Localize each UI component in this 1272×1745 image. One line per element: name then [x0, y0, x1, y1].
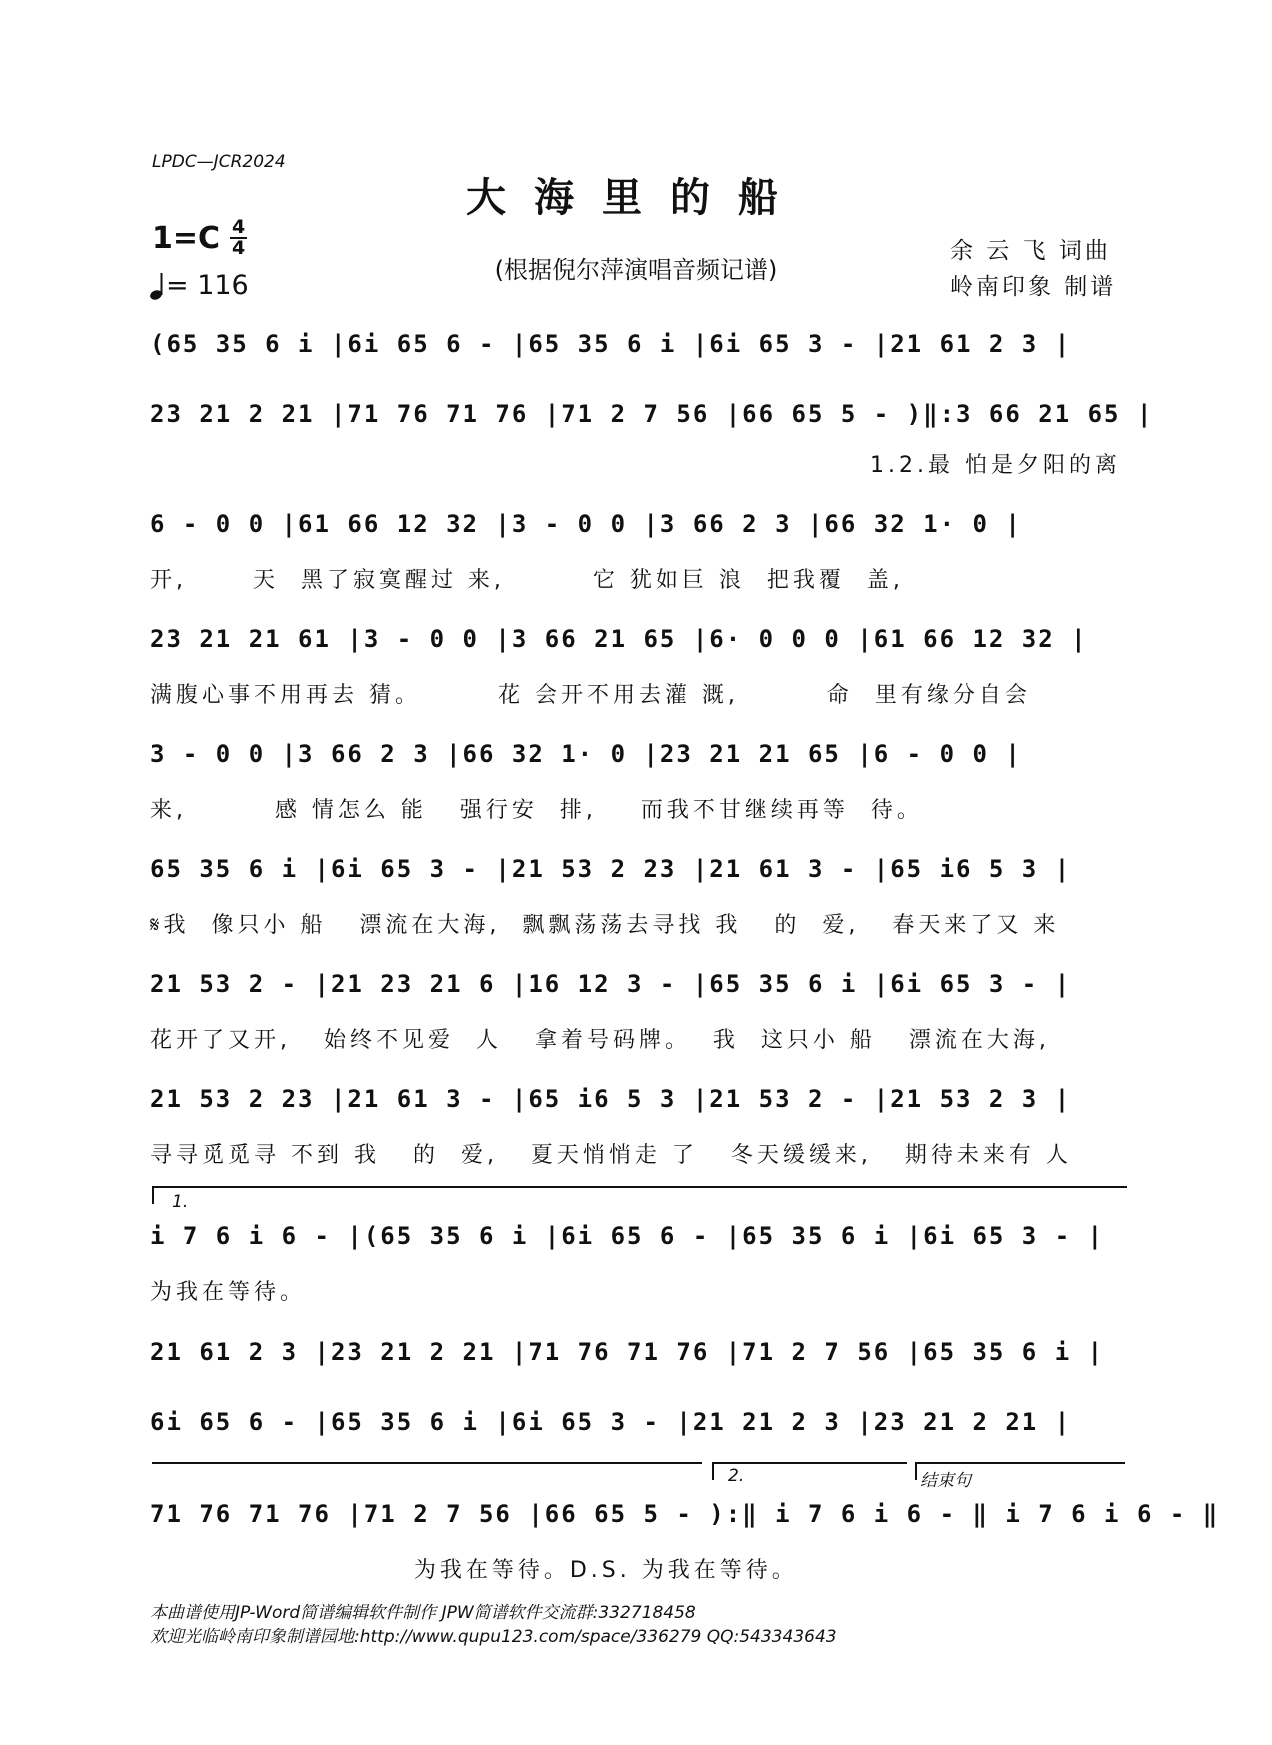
- volta-bracket-continue: [152, 1462, 702, 1464]
- lyrics-row-5: 来, 感 情怎么 能 强行安 排, 而我不甘继续再等 待。: [150, 798, 923, 823]
- lyrics-row-2: 1.2.最 怕是夕阳的离: [870, 453, 1121, 478]
- footer-line-2: 欢迎光临岭南印象制谱园地:http://www.qupu123.com/space/336279 QQ:543343643: [150, 1627, 837, 1647]
- lyrics-row-3: 开, 天 黑了寂寞醒过 来, 它 犹如巨 浪 把我覆 盖,: [150, 568, 904, 593]
- footer-line-1: 本曲谱使用JP-Word简谱编辑软件制作 JPW简谱软件交流群:332718458: [150, 1603, 696, 1623]
- score-row-10: 21 61 2 3 |23 21 2 21 |71 76 71 76 |71 2 7 56 |65 35 6 i |: [150, 1338, 1105, 1366]
- ending-label: 结束句: [920, 1471, 971, 1491]
- lyrics-row-12: 为我在等待。D.S. 为我在等待。: [150, 1558, 798, 1583]
- ending-bracket: [915, 1462, 1125, 1464]
- score-row-9: i 7 6 i 6 - |(65 35 6 i |6i 65 6 - |65 35 6 i |6i 65 3 - |: [150, 1222, 1105, 1250]
- tempo-value: = 116: [166, 270, 249, 301]
- score-row-3: 6 - 0 0 |61 66 12 32 |3 - 0 0 |3 66 2 3 |66 32 1· 0 |: [150, 510, 1022, 538]
- lyrics-row-9: 为我在等待。: [150, 1280, 307, 1305]
- score-row-2: 23 21 2 21 |71 76 71 76 |71 2 7 56 |66 65 5 - )‖:3 66 21 65 |: [150, 400, 1154, 428]
- lyrics-row-6: 𝄋我 像只小 船 漂流在大海, 飘飘荡荡去寻找 我 的 爱, 春天来了又 来: [150, 913, 1060, 938]
- composer-credit: 余 云 飞 词曲: [950, 238, 1111, 264]
- score-row-6: 65 35 6 i |6i 65 3 - |21 53 2 23 |21 61 3 - |65 i6 5 3 |: [150, 855, 1072, 883]
- score-row-5: 3 - 0 0 |3 66 2 3 |66 32 1· 0 |23 21 21 65 |6 - 0 0 |: [150, 740, 1022, 768]
- arranger-credit: 岭南印象 制谱: [950, 274, 1117, 300]
- volta-bracket-1-edge: [152, 1186, 154, 1204]
- time-top: 4: [232, 216, 246, 238]
- lyrics-row-4: 满腹心事不用再去 猜。 花 会开不用去灌 溉, 命 里有缘分自会: [150, 683, 1031, 708]
- volta-bracket-1: [152, 1186, 1127, 1188]
- key-label: 1=C: [152, 220, 221, 256]
- score-row-1: (65 35 6 i |6i 65 6 - |65 35 6 i |6i 65 3 - |21 61 2 3 |: [150, 330, 1072, 358]
- lyrics-row-8: 寻寻觅觅寻 不到 我 的 爱, 夏天悄悄走 了 冬天缓缓来, 期待未来有 人: [150, 1143, 1072, 1168]
- lyrics-row-7: 花开了又开, 始终不见爱 人 拿着号码牌。 我 这只小 船 漂流在大海,: [150, 1028, 1050, 1053]
- time-bottom: 4: [232, 237, 246, 259]
- volta-label-2: 2.: [728, 1466, 745, 1486]
- subtitle: (根据倪尔萍演唱音频记谱): [494, 256, 778, 284]
- volta-bracket-2-edge: [712, 1462, 714, 1480]
- score-row-12: 71 76 71 76 |71 2 7 56 |66 65 5 - ):‖ i 7 6 i 6 - ‖ i 7 6 i 6 - ‖: [150, 1500, 1220, 1528]
- ending-bracket-edge: [915, 1462, 917, 1480]
- page-title: 大海里的船: [466, 174, 806, 221]
- volta-label-1: 1.: [172, 1192, 189, 1212]
- score-row-7: 21 53 2 - |21 23 21 6 |16 12 3 - |65 35 6 i |6i 65 3 - |: [150, 970, 1072, 998]
- score-code: LPDC—JCR2024: [152, 152, 286, 172]
- score-row-11: 6i 65 6 - |65 35 6 i |6i 65 3 - |21 21 2 3 |23 21 2 21 |: [150, 1408, 1072, 1436]
- score-row-8: 21 53 2 23 |21 61 3 - |65 i6 5 3 |21 53 2 - |21 53 2 3 |: [150, 1085, 1072, 1113]
- score-row-4: 23 21 21 61 |3 - 0 0 |3 66 21 65 |6· 0 0 0 |61 66 12 32 |: [150, 625, 1088, 653]
- volta-bracket-2: [712, 1462, 907, 1464]
